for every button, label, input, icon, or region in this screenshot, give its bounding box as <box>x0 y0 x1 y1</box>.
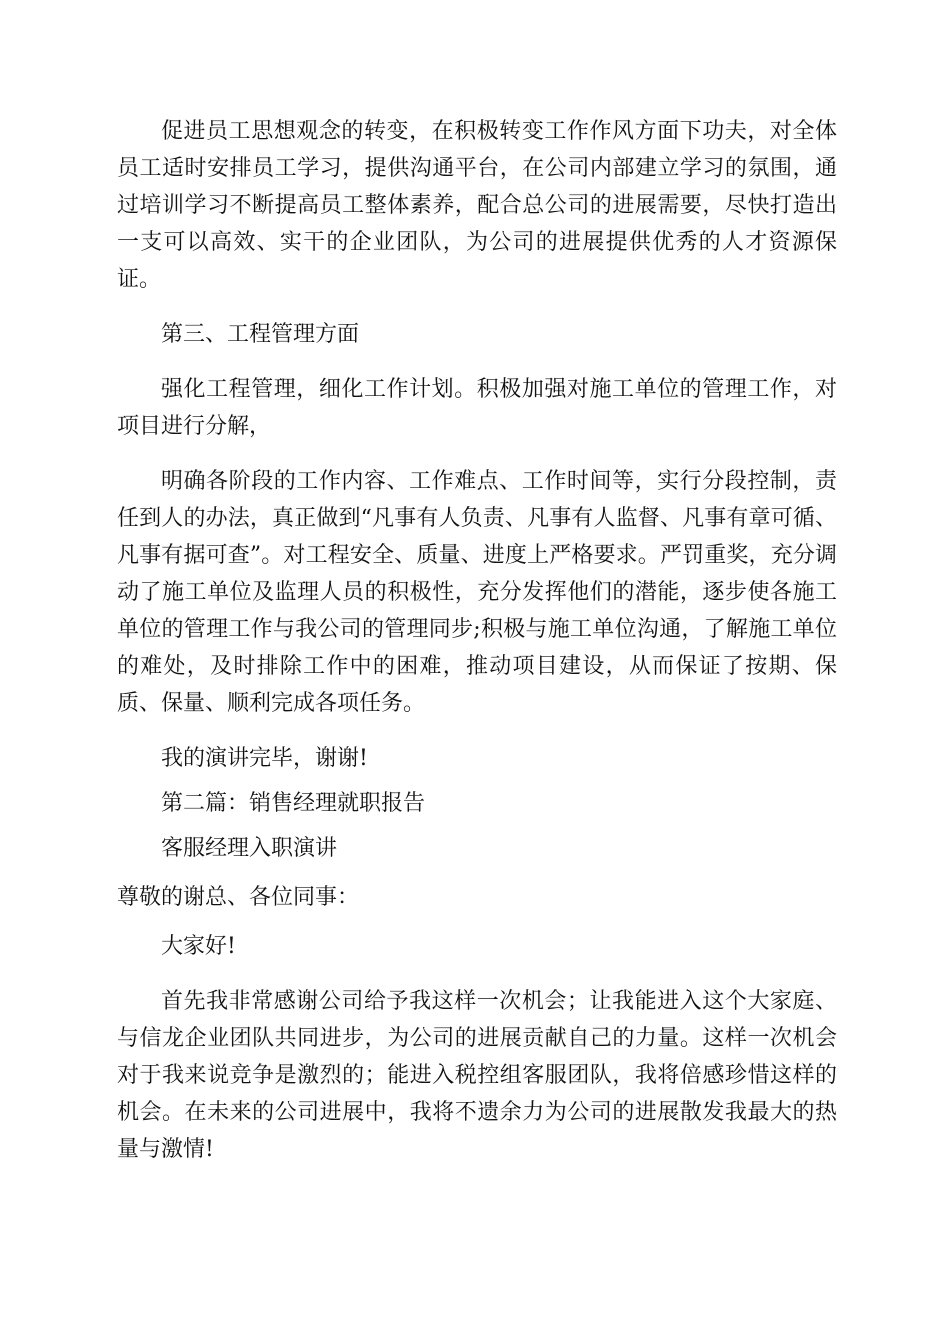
greeting: 大家好! <box>161 934 236 959</box>
paragraph-closing-thanks: 我的演讲完毕，谢谢! <box>161 746 368 771</box>
heading-second-article: 第二篇：销售经理就职报告 <box>161 791 426 816</box>
paragraph-strengthen-management: 强化工程管理，细化工作计划。积极加强对施工单位的管理工作，对项目进行分解， <box>117 377 837 439</box>
paragraph-staff-training: 促进员工思想观念的转变，在积极转变工作作风方面下功夫，对全体员工适时安排员工学习，提供沟通平台，在公司内部建立学习的氛围，通过培训学习不断提高员工整体素养，配合总公司的进展需要，尽快打造出一支可以高效、实干的企业团队，为公司的进展提供优秀的人才资源保证。 <box>117 119 837 292</box>
salutation: 尊敬的谢总、各位同事： <box>117 885 360 910</box>
document-page <box>117 113 837 1168</box>
heading-engineering-management: 第三、工程管理方面 <box>161 322 360 347</box>
heading-speech-title: 客服经理入职演讲 <box>161 836 338 861</box>
paragraph-stage-control: 明确各阶段的工作内容、工作难点、工作时间等，实行分段控制，责任到人的办法，真正做到“凡事有人负责、凡事有人监督、凡事有章可循、凡事有据可查”。对工程安全、质量、进度上严格要求。严罚重奖，充分调动了施工单位及监理人员的积极性，充分发挥他们的潜能，逐步使各施工单位的管理工作与我公司的管理同步;积极与施工单位沟通，了解施工单位的难处，及时排除工作中的困难，推动项目建设，从而保证了按期、保质、保量、顺利完成各项任务。 <box>117 469 837 716</box>
paragraph-gratitude: 首先我非常感谢公司给予我这样一次机会；让我能进入这个大家庭、与信龙企业团队共同进步，为公司的进展贡献自己的力量。这样一次机会对于我来说竞争是激烈的；能进入税控组客服团队，我将倍感珍惜这样的机会。在未来的公司进展中，我将不遗余力为公司的进展散发我最大的热量与激情! <box>117 989 837 1162</box>
